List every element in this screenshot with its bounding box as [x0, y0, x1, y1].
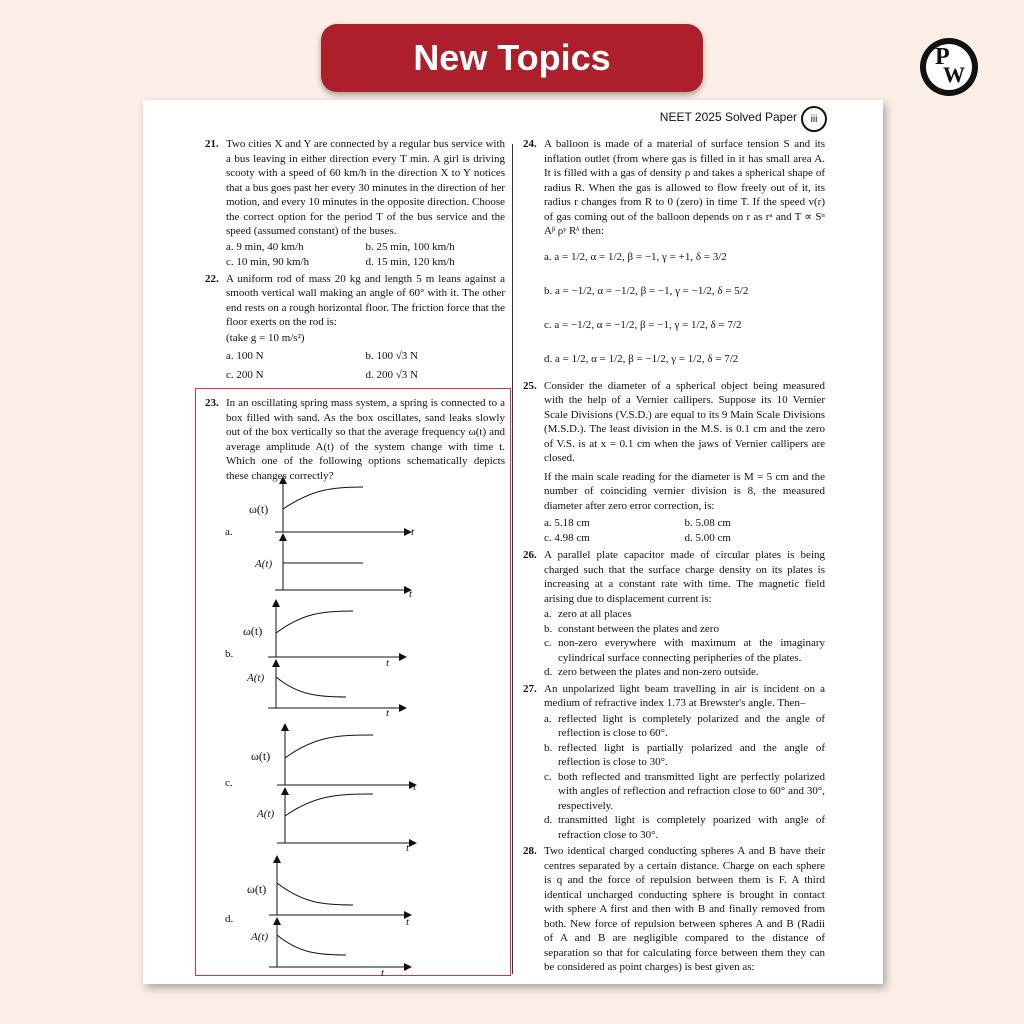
t-label: t [409, 588, 413, 600]
option-letter: c. [544, 637, 552, 649]
question-text: In an oscillating spring mass system, a spring is connected to a box filled with sand. As the box oscillates, sand leaks slowly out of the box vertically so that the average frequency ω(t) and average amplitude A(t) of the system change with time t. Which one of the following options schematically depicts these changes correctly? [226, 397, 505, 482]
question-number: 23. [205, 397, 219, 409]
option-d [544, 665, 825, 680]
option-d: d. 200 √3 N [365, 369, 418, 381]
option-text: transmitted light is completely poarized with angle of refraction close to 30°. [558, 814, 825, 841]
option-c-label: c. [225, 777, 233, 789]
option-c: c. 10 min, 90 km/h [226, 255, 310, 268]
question-26 [523, 548, 825, 680]
t-label: t [381, 967, 385, 979]
option-letter: a. [544, 608, 552, 620]
question-23 [205, 396, 505, 483]
amp-curve [277, 935, 346, 955]
option-a-label: a. [225, 526, 233, 538]
option-text: reflected light is completely polarized and the angle of reflection is close to 60°. [558, 712, 825, 739]
logo-letter-p: P [935, 44, 950, 70]
amp-label: A(t) [255, 558, 273, 570]
option-b [544, 741, 825, 770]
option-letter: a. [544, 712, 552, 725]
option-a: a. a = 1/2, α = 1/2, β = −1, γ = +1, δ = 3/2 [544, 251, 727, 264]
option-text: zero at all places [558, 608, 632, 620]
question-number: 21. [205, 138, 219, 150]
t-label: t [406, 842, 410, 854]
option-c [544, 770, 825, 814]
option-c [544, 636, 825, 665]
question-number: 25. [523, 379, 537, 392]
t-label: t [406, 916, 410, 928]
t-label: t [386, 707, 390, 719]
option-b: b. 5.08 cm [684, 517, 731, 529]
question-text: A balloon is made of a material of surface tension S and its inflation outlet (from where gas is filled in it has small area A. It is filled with a gas of density ρ and takes a spherical shape of radius R. When the gas is allowed to flow freely out of it, its radius r changes from R to 0 (zero) in time T. If the speed v(r) of gas coming out of the balloon depends on r as rᵃ and T ∝ Sᵅ Aᵝ ρᵞ Rᵟ then: [544, 138, 825, 237]
option-letter: d. [544, 666, 553, 678]
omega-label: ω(t) [251, 749, 271, 763]
option-text: constant between the plates and zero [558, 622, 719, 635]
option-b: b. 25 min, 100 km/h [365, 240, 455, 253]
question-text: A parallel plate capacitor made of circular plates is being charged such that the surface charge density on its plates is increasing at a constant rate with time. The magnetic field arising due to displacement current is: [544, 549, 825, 605]
question-text-2: If the main scale reading for the diameter is M = 5 cm and the number of coinciding vernier division is 8, the measured diameter after zero error correction, is: [544, 470, 825, 512]
option-a: a. 100 N [226, 350, 264, 362]
t-label: t [413, 781, 417, 793]
t-label: t [411, 526, 415, 538]
option-d: d. 5.00 cm [684, 532, 731, 544]
document-page [143, 100, 883, 984]
amp-curve [285, 794, 373, 816]
question-text: Consider the diameter of a spherical object being measured with the help of a Vernier callipers. Suppose its 10 Vernier Scale Divisions (V.S.D.) are equal to its 9 Main Scale Divisions (M.S.D.). The least division in the M.S. is 0.1 cm and the zero of V.S. is at x = 0.1 cm when the jaws of Vernier callipers are closed. [544, 379, 825, 464]
question-text: An unpolarized light beam travelling in air is incident on a medium of refractive index 1.73 at Brewster's angle. Then– [544, 682, 825, 709]
option-b: b. 100 √3 N [365, 350, 418, 362]
omega-curve [277, 883, 353, 905]
amp-label: A(t) [251, 931, 269, 943]
page-header: NEET 2025 Solved Paper [659, 110, 797, 124]
option-text: non-zero everywhere with maximum at the imaginary cylindrical surface connecting peripheries of the plates. [558, 637, 825, 664]
question-number: 26. [523, 549, 537, 561]
question-number: 22. [205, 272, 219, 285]
question-text: Two identical charged conducting spheres A and B have their centres separated by a certain distance. Charge on each sphere is q and the force of repulsion between them is F. A third identical uncharged conducting sphere is brought in contact with sphere A first and then with B and finally removed from both. New force of repulsion between spheres A and B (Radii of A and B are negligible compared to the distance of separation so that for calculating force between them they can be considered as point charges) is best given as: [544, 845, 825, 973]
option-c: c. 4.98 cm [544, 532, 590, 544]
left-column [205, 137, 505, 485]
option-c: c. a = −1/2, α = −1/2, β = −1, γ = 1/2, δ = 7/2 [544, 319, 742, 332]
question-note: (take g = 10 m/s²) [226, 331, 305, 344]
question-text: Two cities X and Y are connected by a regular bus service with a bus leaving in either direction every T min. A girl is driving scooty with a speed of 60 km/h in the direction X to Y notices that a bus goes past her every 30 minutes in the direction of her motion, and every 10 minutes in the opposite direction. Choose the correct option for the period T of the bus service and the speed (assumed constant) of the buses. [226, 138, 505, 237]
omega-label: ω(t) [243, 624, 263, 638]
option-b: b. a = −1/2, α = −1/2, β = −1, γ = −1/2, δ = 5/2 [544, 285, 749, 298]
option-a [544, 607, 825, 622]
option-letter: b. [544, 741, 553, 754]
page-number: iii [801, 106, 827, 132]
question-28 [523, 844, 825, 975]
option-b [544, 622, 825, 637]
omega-label: ω(t) [249, 502, 269, 516]
t-label: t [386, 657, 390, 669]
omega-curve [276, 611, 353, 633]
q23-graphs [203, 475, 503, 980]
question-24 [523, 137, 825, 373]
logo-letter-w: W [943, 62, 965, 87]
question-27 [523, 682, 825, 843]
amp-curve [276, 677, 346, 697]
option-d: d. a = 1/2, α = 1/2, β = −1/2, γ = 1/2, δ = 7/2 [544, 353, 739, 366]
option-d [544, 813, 825, 842]
title-banner [321, 24, 703, 92]
option-b-label: b. [225, 648, 234, 660]
banner-title: New Topics [413, 37, 611, 78]
option-d-label: d. [225, 913, 234, 925]
question-number: 28. [523, 845, 537, 857]
right-column [523, 137, 825, 977]
option-c: c. 200 N [226, 369, 264, 381]
option-text: both reflected and transmitted light are perfectly polarized with angles of reflection and refraction close to 60° and 30°, respectively. [558, 770, 825, 812]
option-a [544, 712, 825, 741]
column-divider [512, 144, 513, 974]
question-25 [523, 379, 825, 547]
pw-logo [920, 38, 978, 96]
option-text: reflected light is partially polarized and the angle of reflection is close to 30°. [558, 741, 825, 768]
question-number: 24. [523, 138, 537, 150]
option-a: a. 5.18 cm [544, 517, 590, 529]
omega-curve [283, 487, 363, 509]
question-number: 27. [523, 682, 537, 695]
option-text: zero between the plates and non-zero outside. [558, 666, 759, 678]
option-letter: d. [544, 814, 553, 826]
option-a: a. 9 min, 40 km/h [226, 240, 304, 253]
amp-label: A(t) [257, 808, 275, 820]
option-d: d. 15 min, 120 km/h [365, 255, 455, 268]
question-text: A uniform rod of mass 20 kg and length 5 m leans against a smooth vertical wall making an angle of 60° with it. The other end rests on a rough horizontal floor. The friction force that the floor exerts on the rod is: [226, 272, 505, 328]
option-letter: b. [544, 622, 553, 635]
omega-curve [285, 735, 373, 758]
question-21 [205, 137, 505, 270]
option-letter: c. [544, 770, 552, 783]
question-22 [205, 272, 505, 388]
amp-label: A(t) [247, 672, 265, 684]
omega-label: ω(t) [247, 882, 267, 896]
